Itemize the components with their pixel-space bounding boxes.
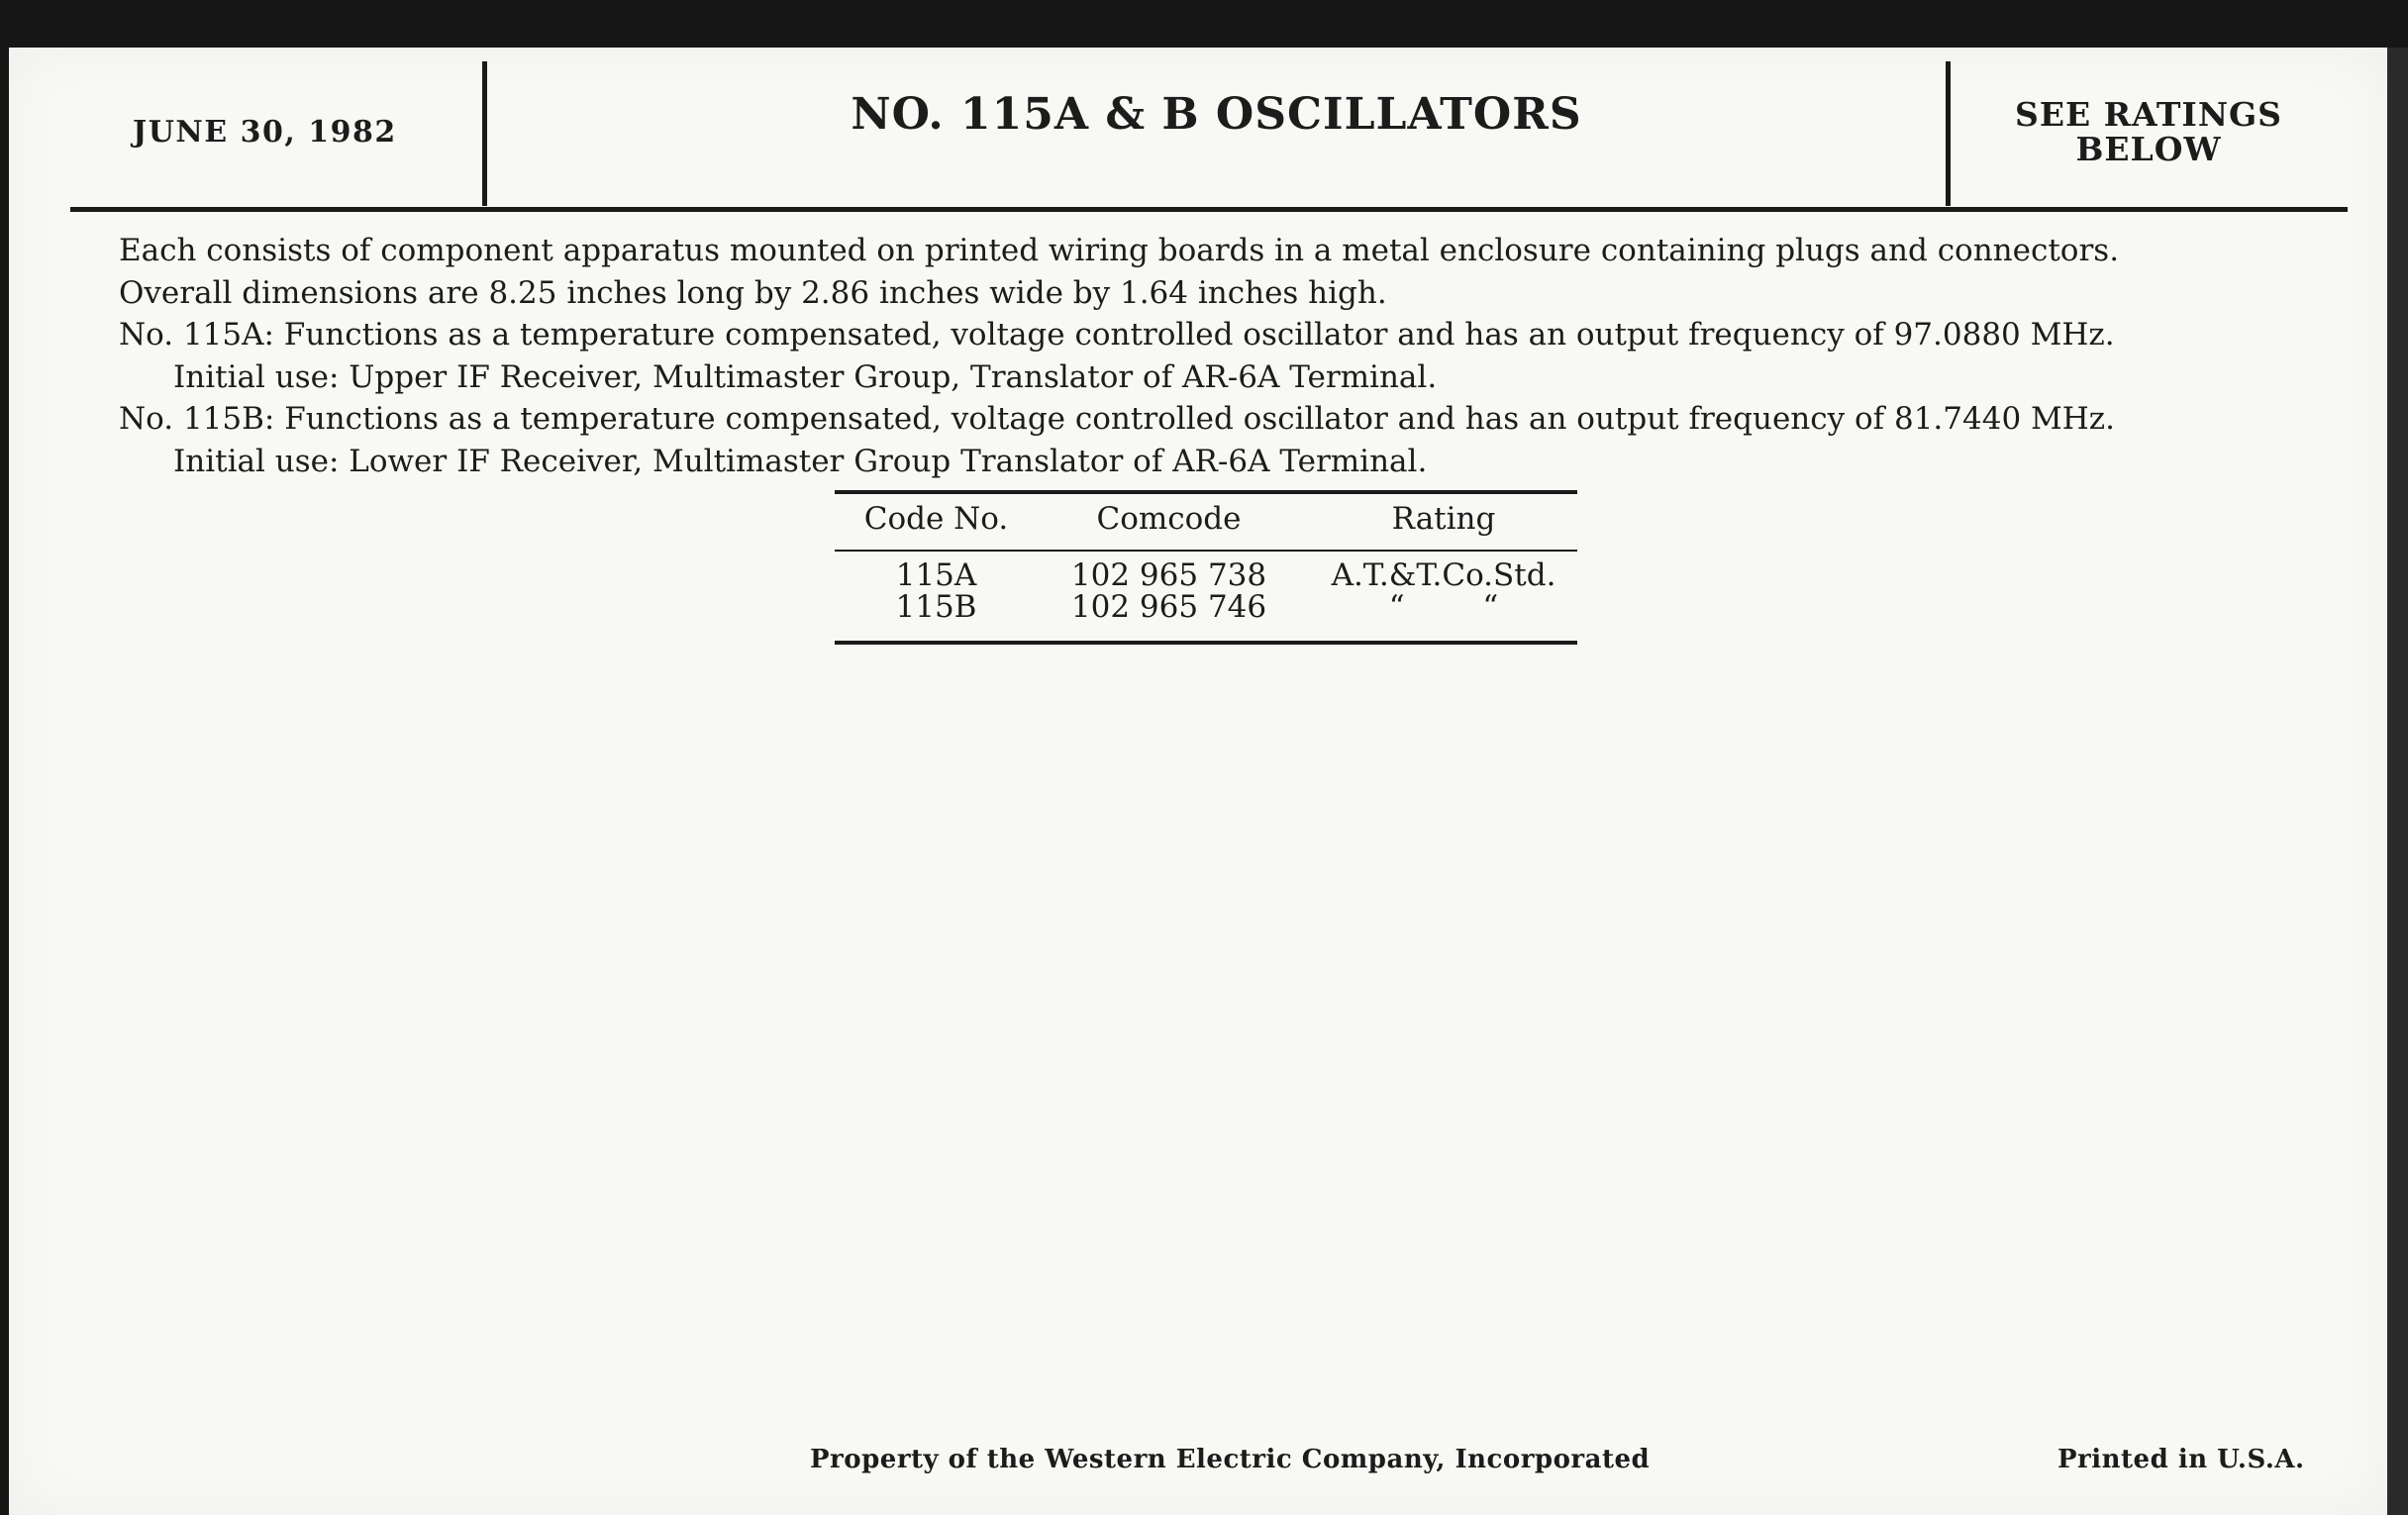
description-line: Initial use: Lower IF Receiver, Multimaster Group Translator of AR-6A Terminal. bbox=[173, 443, 1428, 479]
header-rating-line-1: SEE RATINGS bbox=[2014, 95, 2283, 134]
header-rule bbox=[70, 207, 2348, 212]
header-rating-note bbox=[1951, 97, 2347, 166]
table-rule-top bbox=[835, 490, 1577, 494]
table-rule-bottom bbox=[835, 641, 1577, 645]
table-cell-code: 115A bbox=[895, 557, 977, 593]
table-cell-code: 115B bbox=[895, 589, 977, 625]
header-rating-line-2: BELOW bbox=[2075, 130, 2222, 168]
table-cell-rating: “ “ bbox=[1388, 589, 1499, 625]
header-date: JUNE 30, 1982 bbox=[133, 115, 397, 150]
table-rule-mid bbox=[835, 550, 1577, 552]
table-cell-comcode: 102 965 746 bbox=[1070, 589, 1267, 625]
description-block bbox=[119, 230, 2119, 482]
description-line: Initial use: Upper IF Receiver, Multimaster Group, Translator of AR-6A Terminal. bbox=[173, 358, 1438, 395]
description-line: No. 115B: Functions as a temperature compensated, voltage controlled oscillator and has an output frequency of 81.7440 MHz. bbox=[119, 401, 2115, 437]
table-header-comcode: Comcode bbox=[1096, 501, 1242, 537]
card-edge-shadow bbox=[2387, 48, 2408, 1515]
description-line: Each consists of component apparatus mounted on printed wiring boards in a metal enclosure containing plugs and connectors. bbox=[119, 233, 2120, 268]
footer-ownership: Property of the Western Electric Company, Incorporated bbox=[810, 1445, 1651, 1474]
table-cell-rating: A.T.&T.Co.Std. bbox=[1331, 557, 1556, 593]
description-line: No. 115A: Functions as a temperature compensated, voltage controlled oscillator and has an output frequency of 97.0880 MHz. bbox=[119, 317, 2115, 353]
table-header-code: Code No. bbox=[863, 501, 1009, 537]
description-line: Overall dimensions are 8.25 inches long by 2.86 inches wide by 1.64 inches high. bbox=[119, 274, 1387, 311]
table-header-rating: Rating bbox=[1391, 501, 1496, 537]
table-cell-comcode: 102 965 738 bbox=[1070, 557, 1267, 593]
page-title: NO. 115A & B OSCILLATORS bbox=[851, 89, 1582, 140]
footer-printed: Printed in U.S.A. bbox=[2057, 1445, 2305, 1474]
